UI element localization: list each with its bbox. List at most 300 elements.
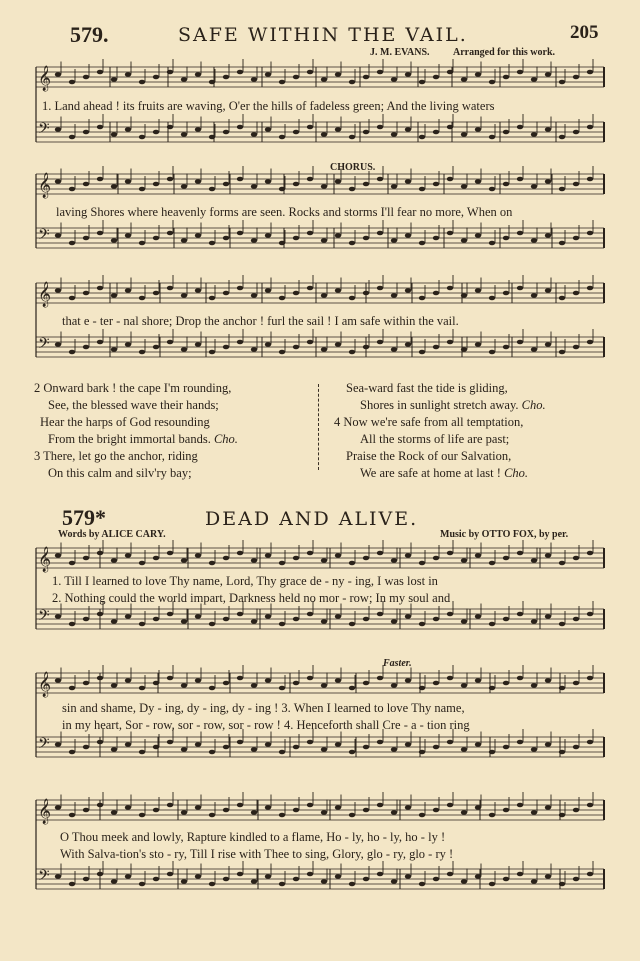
note bbox=[69, 882, 75, 887]
note bbox=[433, 182, 439, 187]
note bbox=[447, 340, 453, 345]
note bbox=[545, 288, 551, 293]
note bbox=[125, 678, 131, 683]
note bbox=[517, 676, 523, 681]
note bbox=[153, 75, 159, 80]
note bbox=[363, 130, 369, 135]
verse-line: On this calm and silv'ry bay; bbox=[48, 466, 192, 480]
note bbox=[377, 286, 383, 291]
note bbox=[405, 72, 411, 77]
note bbox=[391, 238, 397, 243]
note bbox=[349, 813, 355, 818]
note bbox=[55, 678, 61, 683]
note bbox=[55, 805, 61, 810]
treble-clef: 𝄞 bbox=[38, 173, 52, 198]
note bbox=[181, 558, 187, 563]
note bbox=[489, 561, 495, 566]
note bbox=[363, 556, 369, 561]
note bbox=[69, 350, 75, 355]
treble-clef: 𝄞 bbox=[38, 282, 52, 307]
note bbox=[545, 553, 551, 558]
note bbox=[419, 187, 425, 192]
note bbox=[503, 291, 509, 296]
note bbox=[55, 72, 61, 77]
note bbox=[195, 874, 201, 879]
note bbox=[447, 612, 453, 617]
note bbox=[279, 750, 285, 755]
note bbox=[531, 132, 537, 137]
note bbox=[167, 340, 173, 345]
note bbox=[377, 125, 383, 130]
note bbox=[433, 130, 439, 135]
note bbox=[265, 342, 271, 347]
note bbox=[293, 291, 299, 296]
note bbox=[531, 238, 537, 243]
note bbox=[265, 553, 271, 558]
note bbox=[83, 236, 89, 241]
note bbox=[139, 882, 145, 887]
note bbox=[279, 80, 285, 85]
note bbox=[139, 135, 145, 140]
note bbox=[55, 233, 61, 238]
note bbox=[363, 877, 369, 882]
note bbox=[377, 803, 383, 808]
note bbox=[447, 740, 453, 745]
note bbox=[195, 553, 201, 558]
note bbox=[279, 350, 285, 355]
note bbox=[55, 553, 61, 558]
note bbox=[559, 80, 565, 85]
note bbox=[69, 187, 75, 192]
note bbox=[461, 77, 467, 82]
note bbox=[461, 238, 467, 243]
note bbox=[377, 872, 383, 877]
note bbox=[237, 803, 243, 808]
note bbox=[251, 77, 257, 82]
note bbox=[69, 135, 75, 140]
note bbox=[153, 345, 159, 350]
note bbox=[461, 747, 467, 752]
note bbox=[447, 231, 453, 236]
note bbox=[83, 291, 89, 296]
note bbox=[279, 561, 285, 566]
arranged-credit: Arranged for this work. bbox=[453, 47, 556, 58]
note bbox=[153, 291, 159, 296]
note bbox=[559, 135, 565, 140]
note bbox=[237, 70, 243, 75]
chorus-ref: Cho. bbox=[504, 466, 529, 480]
note bbox=[139, 622, 145, 627]
note bbox=[489, 882, 495, 887]
note bbox=[349, 296, 355, 301]
note bbox=[111, 77, 117, 82]
note bbox=[531, 184, 537, 189]
note bbox=[503, 808, 509, 813]
note bbox=[573, 681, 579, 686]
note bbox=[237, 286, 243, 291]
hymn-number: 579* bbox=[62, 505, 106, 530]
note bbox=[349, 750, 355, 755]
note bbox=[293, 236, 299, 241]
note bbox=[335, 742, 341, 747]
note bbox=[391, 683, 397, 688]
note bbox=[447, 551, 453, 556]
note bbox=[461, 810, 467, 815]
note bbox=[279, 622, 285, 627]
note bbox=[153, 556, 159, 561]
verse-line bbox=[34, 431, 238, 448]
note bbox=[489, 296, 495, 301]
hymn-number: 579. bbox=[70, 22, 109, 47]
note bbox=[461, 184, 467, 189]
note bbox=[139, 813, 145, 818]
note bbox=[573, 877, 579, 882]
note bbox=[517, 70, 523, 75]
note bbox=[419, 350, 425, 355]
note bbox=[307, 340, 313, 345]
note bbox=[307, 231, 313, 236]
note bbox=[139, 187, 145, 192]
note bbox=[377, 70, 383, 75]
note bbox=[237, 676, 243, 681]
note bbox=[321, 132, 327, 137]
verses-right bbox=[334, 380, 546, 482]
note bbox=[531, 879, 537, 884]
note bbox=[419, 882, 425, 887]
note bbox=[293, 681, 299, 686]
note bbox=[321, 558, 327, 563]
note bbox=[517, 740, 523, 745]
note bbox=[153, 877, 159, 882]
note bbox=[335, 614, 341, 619]
bass-clef: 𝄢 bbox=[38, 226, 50, 247]
note bbox=[195, 614, 201, 619]
lyric-line: 1. Till I learned to love Thy name, Lord, Thy grace de - ny - ing, I was lost in bbox=[52, 574, 438, 588]
note bbox=[265, 678, 271, 683]
note bbox=[363, 345, 369, 350]
note bbox=[573, 182, 579, 187]
note bbox=[475, 179, 481, 184]
chorus-ref: Cho. bbox=[213, 432, 238, 446]
note bbox=[223, 808, 229, 813]
note bbox=[251, 558, 257, 563]
lyric-line: laving Shores where heavenly forms are seen. Rocks and storms I'll fear no more, When on bbox=[56, 205, 513, 219]
verse-line bbox=[334, 465, 546, 482]
chorus-ref: Cho. bbox=[521, 398, 546, 412]
note bbox=[251, 619, 257, 624]
note bbox=[265, 614, 271, 619]
note bbox=[433, 617, 439, 622]
note bbox=[125, 805, 131, 810]
bass-clef: 𝄢 bbox=[38, 735, 50, 756]
note bbox=[489, 187, 495, 192]
note bbox=[69, 686, 75, 691]
note bbox=[69, 622, 75, 627]
note bbox=[363, 745, 369, 750]
note bbox=[349, 241, 355, 246]
note bbox=[209, 622, 215, 627]
note bbox=[307, 551, 313, 556]
note bbox=[349, 622, 355, 627]
note bbox=[447, 676, 453, 681]
note bbox=[97, 340, 103, 345]
note bbox=[237, 551, 243, 556]
verse-line: See, the blessed wave their hands; bbox=[48, 398, 219, 412]
note bbox=[97, 872, 103, 877]
note bbox=[475, 742, 481, 747]
note bbox=[573, 556, 579, 561]
note bbox=[559, 686, 565, 691]
note bbox=[405, 553, 411, 558]
note bbox=[307, 803, 313, 808]
verse-line: Sea-ward fast the tide is gliding, bbox=[346, 381, 508, 395]
note bbox=[111, 879, 117, 884]
note bbox=[69, 813, 75, 818]
note bbox=[279, 241, 285, 246]
note bbox=[167, 551, 173, 556]
note bbox=[349, 561, 355, 566]
note bbox=[209, 241, 215, 246]
note bbox=[55, 742, 61, 747]
note bbox=[223, 291, 229, 296]
note bbox=[251, 184, 257, 189]
note bbox=[573, 617, 579, 622]
note bbox=[279, 813, 285, 818]
note bbox=[293, 556, 299, 561]
note bbox=[405, 742, 411, 747]
note bbox=[503, 877, 509, 882]
note bbox=[587, 177, 593, 182]
note bbox=[489, 350, 495, 355]
note bbox=[153, 182, 159, 187]
note bbox=[223, 877, 229, 882]
note bbox=[83, 182, 89, 187]
note bbox=[475, 288, 481, 293]
note bbox=[153, 681, 159, 686]
note bbox=[321, 747, 327, 752]
note bbox=[461, 558, 467, 563]
note bbox=[377, 231, 383, 236]
note bbox=[139, 296, 145, 301]
note bbox=[293, 182, 299, 187]
note bbox=[517, 803, 523, 808]
note bbox=[181, 347, 187, 352]
note bbox=[111, 558, 117, 563]
note bbox=[447, 286, 453, 291]
note bbox=[279, 296, 285, 301]
note bbox=[111, 347, 117, 352]
note bbox=[265, 288, 271, 293]
note bbox=[531, 77, 537, 82]
note bbox=[97, 231, 103, 236]
note bbox=[223, 182, 229, 187]
note bbox=[69, 561, 75, 566]
note bbox=[321, 810, 327, 815]
note bbox=[139, 350, 145, 355]
note bbox=[391, 879, 397, 884]
note bbox=[307, 286, 313, 291]
note bbox=[125, 553, 131, 558]
note bbox=[545, 127, 551, 132]
note bbox=[265, 742, 271, 747]
note bbox=[55, 874, 61, 879]
note bbox=[307, 740, 313, 745]
note bbox=[391, 77, 397, 82]
note bbox=[377, 612, 383, 617]
note bbox=[125, 288, 131, 293]
note bbox=[83, 130, 89, 135]
note bbox=[531, 558, 537, 563]
note bbox=[125, 233, 131, 238]
note bbox=[503, 681, 509, 686]
note bbox=[475, 614, 481, 619]
note bbox=[517, 177, 523, 182]
note bbox=[475, 553, 481, 558]
note bbox=[461, 293, 467, 298]
note bbox=[363, 617, 369, 622]
note bbox=[559, 187, 565, 192]
note bbox=[237, 612, 243, 617]
note bbox=[251, 347, 257, 352]
note bbox=[321, 347, 327, 352]
note bbox=[559, 241, 565, 246]
note bbox=[349, 80, 355, 85]
note bbox=[433, 556, 439, 561]
note bbox=[265, 805, 271, 810]
note bbox=[587, 70, 593, 75]
note bbox=[545, 874, 551, 879]
note bbox=[237, 231, 243, 236]
note bbox=[181, 747, 187, 752]
note bbox=[363, 182, 369, 187]
note bbox=[489, 813, 495, 818]
note bbox=[111, 747, 117, 752]
note bbox=[587, 803, 593, 808]
note bbox=[419, 813, 425, 818]
note bbox=[391, 347, 397, 352]
note bbox=[587, 125, 593, 130]
note bbox=[223, 556, 229, 561]
note bbox=[153, 617, 159, 622]
note bbox=[69, 750, 75, 755]
note bbox=[349, 135, 355, 140]
note bbox=[83, 617, 89, 622]
note bbox=[83, 681, 89, 686]
verses-left bbox=[34, 380, 238, 482]
verse-line: 3 There, let go the anchor, riding bbox=[34, 449, 198, 463]
note bbox=[167, 177, 173, 182]
note bbox=[111, 293, 117, 298]
treble-clef: 𝄞 bbox=[38, 66, 52, 91]
note bbox=[111, 132, 117, 137]
lyric-line: 1. Land ahead ! its fruits are waving, O'er the hills of fadeless green; And the living waters bbox=[42, 99, 495, 113]
note bbox=[167, 803, 173, 808]
note bbox=[181, 619, 187, 624]
note bbox=[503, 236, 509, 241]
note bbox=[475, 127, 481, 132]
note bbox=[475, 233, 481, 238]
note bbox=[517, 125, 523, 130]
bass-clef: 𝄢 bbox=[38, 867, 50, 888]
verse-text: From the bright immortal bands. bbox=[48, 432, 211, 446]
note bbox=[223, 75, 229, 80]
note bbox=[377, 551, 383, 556]
note bbox=[251, 293, 257, 298]
note bbox=[433, 877, 439, 882]
note bbox=[573, 291, 579, 296]
note bbox=[237, 740, 243, 745]
note bbox=[153, 130, 159, 135]
note bbox=[55, 288, 61, 293]
note bbox=[587, 340, 593, 345]
note bbox=[587, 872, 593, 877]
note bbox=[335, 127, 341, 132]
note bbox=[391, 619, 397, 624]
note bbox=[279, 686, 285, 691]
treble-clef: 𝄞 bbox=[38, 547, 52, 572]
note bbox=[307, 177, 313, 182]
note bbox=[559, 622, 565, 627]
note bbox=[475, 342, 481, 347]
lyric-line: With Salva-tion's sto - ry, Till I rise with Thee to sing, Glory, glo - ry, glo - ry ! bbox=[60, 847, 454, 861]
note bbox=[97, 676, 103, 681]
note bbox=[223, 130, 229, 135]
note bbox=[335, 179, 341, 184]
composer-credit: J. M. EVANS. bbox=[370, 47, 430, 58]
note bbox=[181, 293, 187, 298]
note bbox=[573, 130, 579, 135]
note bbox=[433, 808, 439, 813]
note bbox=[517, 286, 523, 291]
note bbox=[545, 233, 551, 238]
note bbox=[531, 810, 537, 815]
note bbox=[517, 612, 523, 617]
note bbox=[209, 813, 215, 818]
note bbox=[419, 686, 425, 691]
note bbox=[153, 236, 159, 241]
note bbox=[531, 619, 537, 624]
note bbox=[531, 293, 537, 298]
note bbox=[475, 874, 481, 879]
note bbox=[405, 127, 411, 132]
note bbox=[587, 676, 593, 681]
note bbox=[335, 233, 341, 238]
note bbox=[97, 286, 103, 291]
note bbox=[489, 135, 495, 140]
note bbox=[363, 236, 369, 241]
note bbox=[321, 77, 327, 82]
note bbox=[97, 612, 103, 617]
note bbox=[139, 241, 145, 246]
note bbox=[587, 740, 593, 745]
verse-line bbox=[334, 397, 546, 414]
note bbox=[489, 622, 495, 627]
note bbox=[167, 286, 173, 291]
note bbox=[125, 874, 131, 879]
bass-clef: 𝄢 bbox=[38, 607, 50, 628]
note bbox=[363, 681, 369, 686]
note bbox=[139, 80, 145, 85]
note bbox=[587, 551, 593, 556]
note bbox=[209, 350, 215, 355]
note bbox=[461, 347, 467, 352]
note bbox=[545, 179, 551, 184]
note bbox=[209, 750, 215, 755]
note bbox=[503, 745, 509, 750]
note bbox=[237, 177, 243, 182]
verse-line: 4 Now we're safe from all temptation, bbox=[334, 415, 524, 429]
bass-clef: 𝄢 bbox=[38, 335, 50, 356]
